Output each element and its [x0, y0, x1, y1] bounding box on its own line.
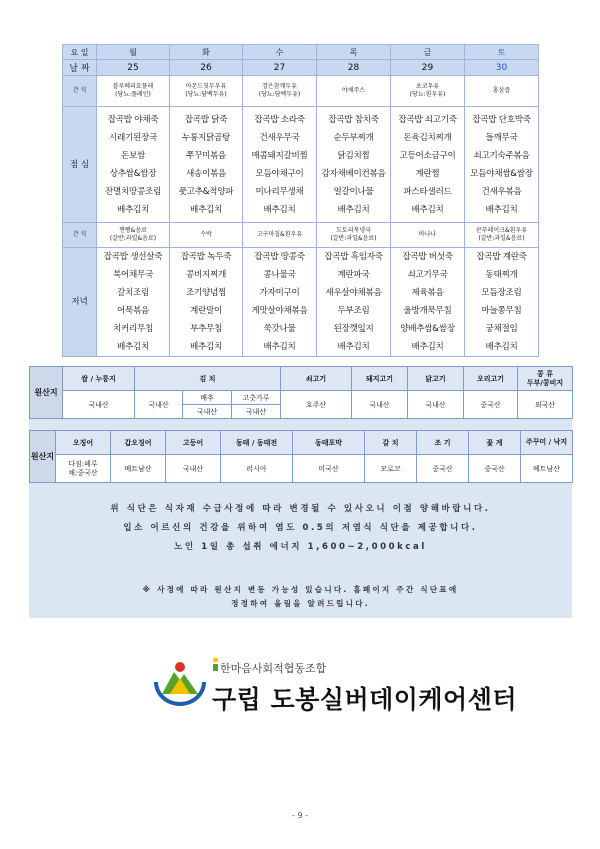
- menu-item: 궁채절임: [485, 324, 518, 334]
- day-cell: 월: [97, 45, 170, 60]
- menu-item: 야채주스: [341, 87, 366, 94]
- dinner-row: [63, 248, 539, 357]
- origin-header-cuttlefish: 갑오징어: [111, 431, 166, 455]
- origin-value-pork: 국내산: [352, 391, 408, 419]
- origin-header-chicken: 닭고기: [408, 367, 464, 391]
- origin-header-rice: 쌀 / 누룽지: [63, 367, 135, 391]
- menu-item: 동태찌개: [485, 270, 518, 280]
- origin-value-crab: 중국산: [469, 455, 521, 483]
- menu-item: 쇠고기무국: [407, 270, 448, 280]
- menu-item: 어묵볶음: [116, 306, 149, 316]
- menu-item: 풋고추&적양파: [178, 186, 234, 197]
- notice-line: 노인 1일 총 섭취 에너지 1,600~2,000kcal: [174, 542, 427, 552]
- origin-kimchi-chili-label: 고춧가루: [232, 391, 281, 405]
- menu-item: 잡곡밥 야채죽: [107, 114, 159, 125]
- menu-item: 계란찜: [415, 168, 440, 179]
- menu-cell: [243, 223, 317, 248]
- center-name: 구립 도봉실버데이케어센터: [212, 685, 518, 714]
- snack-label: 간 식: [63, 76, 97, 107]
- morning-snack-row: [63, 76, 539, 107]
- menu-item: 모듬야채구이: [255, 168, 304, 179]
- menu-item: 잡곡밥 소라죽: [254, 114, 305, 125]
- menu-item: 배추김치: [337, 204, 370, 215]
- origin-header-squid: 오징어: [56, 431, 111, 455]
- notice-line: 위 식단은 식자재 수급사정에 따라 변경될 수 있사오니 이점 양해바랍니다.: [110, 504, 491, 514]
- menu-item: 두부조림: [337, 306, 370, 316]
- squid-value-line1: 다짐:페루: [68, 459, 98, 468]
- menu-cell: [170, 76, 243, 107]
- day-cell: 화: [170, 45, 243, 60]
- menu-item: 미나리무생채: [255, 186, 304, 197]
- menu-item: 콩비지찌개: [185, 270, 226, 280]
- notice-line: ※ 사정에 따라 원산지 변동 가능성 있습니다. 홈페이지 주간 식단표에: [142, 585, 459, 594]
- menu-item: (갈반:과일&음료): [109, 235, 157, 242]
- menu-item: 배추김치: [411, 204, 444, 215]
- menu-item: 잡곡밥 녹두죽: [180, 252, 232, 262]
- menu-item: (당뇨:흰우유): [409, 91, 446, 98]
- menu-item: 수박: [200, 231, 212, 238]
- menu-item: 잡곡밥 참치죽: [328, 114, 379, 125]
- date-cell: 26: [170, 60, 243, 76]
- origin-header-croaker: 조 기: [417, 431, 469, 455]
- menu-cell: [97, 107, 170, 223]
- menu-item: 상추쌈&쌈장: [109, 168, 157, 179]
- org-name: 한마음사회적협동조합: [220, 662, 327, 675]
- menu-item: 검은참깨두유: [262, 83, 297, 90]
- dinner-label: 저녁: [63, 248, 97, 357]
- weekly-menu-table: [62, 44, 539, 357]
- date-cell: 28: [317, 60, 391, 76]
- menu-cell: [243, 248, 317, 357]
- origin-side-label: 원산지: [30, 367, 63, 419]
- menu-item: 배추김치: [116, 204, 149, 215]
- date-cell: 29: [391, 60, 465, 76]
- notice-line: 정정하여 올림을 알려드립니다.: [231, 599, 370, 608]
- menu-item: 모듬야채쌈&쌈장: [470, 168, 533, 179]
- menu-item: (당뇨:플레인): [115, 91, 151, 98]
- menu-item: 잡곡밥 생선살죽: [103, 252, 163, 262]
- menu-item: 잡곡밥 닭죽: [184, 114, 228, 125]
- logo-sun: [175, 662, 185, 672]
- menu-cell: [465, 248, 539, 357]
- menu-item: 잡곡밥 계란죽: [476, 252, 527, 262]
- menu-item: (당뇨:담백두유): [185, 91, 227, 98]
- menu-item: 건새우볶음: [481, 186, 522, 197]
- squid-value-line2: 채:중국산: [68, 468, 98, 477]
- menu-cell: [465, 107, 539, 223]
- origin-value-mackerel: 국내산: [166, 455, 221, 483]
- menu-item: 바나나: [418, 231, 437, 238]
- menu-item: 잡곡밥 흑임자죽: [324, 252, 383, 262]
- origin-header-hairtail: 갈 치: [365, 431, 417, 455]
- menu-item: 돈육김치찌개: [403, 132, 452, 143]
- menu-item: 블루베리요플레: [112, 83, 154, 90]
- origin-value-kimchi: 국내산: [135, 391, 183, 419]
- notice-line: 입소 어르신의 건강을 위하여 염도 0.5의 저염식 식단을 제공합니다.: [123, 523, 478, 533]
- menu-item: 양배추쌈&쌈장: [400, 324, 455, 334]
- menu-item: 파스타샐러드: [403, 186, 452, 197]
- menu-cell: [170, 107, 243, 223]
- menu-item: 울방개묵무침: [403, 306, 452, 316]
- origin-header-beans: [518, 367, 573, 391]
- menu-item: 고구마칩&흰우유: [256, 231, 303, 238]
- menu-item: 도토리묵냉국: [336, 227, 371, 234]
- menu-cell: [317, 76, 391, 107]
- origin-value-hairtail: 모로코: [365, 455, 417, 483]
- menu-item: 갈치조림: [116, 288, 149, 298]
- origin-header-pollack-fillet: 동태포막: [293, 431, 365, 455]
- beans-header-line2: 두부/콩비지: [526, 378, 564, 387]
- menu-item: 쭈꾸미볶음: [185, 150, 226, 161]
- menu-item: 얼갈이나물: [333, 186, 374, 197]
- menu-item: 새송이볶음: [185, 168, 226, 179]
- menu-item: 계란파국: [337, 270, 370, 280]
- menu-item: 부추무침: [189, 324, 222, 334]
- day-cell: 목: [317, 45, 391, 60]
- origin-value-pollack-fillet: 미국산: [293, 455, 365, 483]
- origin-value-beans: 외국산: [518, 391, 573, 419]
- menu-cell: [170, 248, 243, 357]
- origin-value-rice: 국내산: [63, 391, 135, 419]
- date-row: [63, 60, 539, 76]
- menu-cell: [97, 248, 170, 357]
- menu-item: 배추김치: [411, 342, 444, 352]
- day-cell: 금: [391, 45, 465, 60]
- day-cell: 수: [243, 45, 317, 60]
- menu-item: 게맛살야채볶음: [251, 306, 308, 316]
- origin-header-kimchi: 김 치: [135, 367, 281, 391]
- menu-item: 배추김치: [263, 342, 296, 352]
- origin-value-cuttlefish: 베트남산: [111, 455, 166, 483]
- origin-kimchi-cabbage-value: 국내산: [183, 405, 232, 419]
- menu-cell: [317, 107, 391, 223]
- beans-header-line1: 콩 류: [537, 369, 553, 378]
- menu-item: 잡곡밥 쇠고기죽: [398, 114, 457, 125]
- day-label: 요 일: [63, 45, 97, 60]
- menu-item: 배추김치: [337, 342, 370, 352]
- origin-table-2: [29, 430, 573, 483]
- menu-item: (갈반:과일&음료): [478, 235, 525, 242]
- menu-item: 콩나물국: [263, 270, 296, 280]
- menu-item: 감자채베이컨볶음: [321, 168, 386, 179]
- origin-kimchi-chili-value: 국내산: [232, 405, 281, 419]
- menu-cell: [243, 107, 317, 223]
- origin-side-label: 원산지: [30, 431, 56, 483]
- menu-item: 누룽지닭곰탕: [181, 132, 230, 143]
- origin-value-duck: 중국산: [464, 391, 518, 419]
- menu-item: 북어채무국: [112, 270, 153, 280]
- origin-value-octopus: 베트남산: [521, 455, 573, 483]
- menu-cell: [465, 223, 539, 248]
- menu-item: 쑥갓나물: [263, 324, 296, 334]
- menu-item: 치커리무침: [112, 324, 153, 334]
- menu-item: 건새우무국: [259, 132, 300, 143]
- menu-item: 순두부찌개: [333, 132, 374, 143]
- origin-header-pork: 돼지고기: [352, 367, 408, 391]
- lunch-label: 점 심: [63, 107, 97, 223]
- menu-item: 홍삼즙: [492, 87, 511, 94]
- date-label: 날 짜: [63, 60, 97, 76]
- menu-item: 잡곡밥 버섯죽: [402, 252, 453, 262]
- menu-item: 배추김치: [116, 342, 149, 352]
- origin-table-1: [29, 366, 573, 419]
- menu-cell: [317, 223, 391, 248]
- menu-item: 된장깻잎지: [333, 324, 374, 334]
- date-cell: 25: [97, 60, 170, 76]
- origin-value-beef: 호주산: [281, 391, 352, 419]
- menu-item: 가자미구이: [259, 288, 300, 298]
- menu-item: 마늘쫑무침: [481, 306, 522, 316]
- origin-value-croaker: 중국산: [417, 455, 469, 483]
- date-cell: 30: [465, 60, 539, 76]
- origin-header-crab: 꽃 게: [469, 431, 521, 455]
- menu-item: 배추김치: [189, 204, 222, 215]
- menu-item: 배추김치: [189, 342, 222, 352]
- menu-item: 잡곡밥 단호박죽: [472, 114, 531, 125]
- menu-cell: [243, 76, 317, 107]
- center-logo-icon: [150, 654, 210, 706]
- menu-cell: [391, 223, 465, 248]
- date-cell: 27: [243, 60, 317, 76]
- origin-header-pollack: 동태 / 동태전: [221, 431, 293, 455]
- menu-item: 계란말이: [189, 306, 222, 316]
- menu-item: 돈보쌈: [120, 150, 145, 161]
- menu-item: 새우살야채볶음: [325, 288, 382, 298]
- menu-item: (당뇨:담백두유): [258, 91, 301, 98]
- origin-kimchi-cabbage-label: 배추: [183, 391, 232, 405]
- origin-value-squid: [56, 455, 111, 483]
- menu-item: 들깨무국: [485, 132, 518, 143]
- origin-header-beef: 쇠고기: [281, 367, 352, 391]
- page-number: - 9 -: [292, 811, 308, 820]
- menu-cell: [170, 223, 243, 248]
- origin-value-pollack: 러시아: [221, 455, 293, 483]
- menu-cell: [391, 107, 465, 223]
- menu-item: 잔멸치땅콩조림: [104, 186, 161, 197]
- menu-item: (갈반:과일&음료): [330, 235, 377, 242]
- day-cell: 토: [465, 45, 539, 60]
- menu-item: 찐빵&음료: [119, 227, 147, 234]
- menu-item: 쇠고기숙주볶음: [473, 150, 530, 161]
- menu-cell: [391, 76, 465, 107]
- day-row: [63, 45, 539, 60]
- menu-cell: [97, 223, 170, 248]
- menu-item: 매콤돼지갈비찜: [251, 150, 308, 161]
- menu-item: 닭김치찜: [337, 150, 370, 161]
- menu-item: 잡곡밥 땅콩죽: [254, 252, 305, 262]
- afternoon-snack-row: [63, 223, 539, 248]
- menu-cell: [465, 76, 539, 107]
- menu-item: 아몬드칫두우유: [185, 83, 227, 90]
- origin-value-chicken: 국내산: [408, 391, 464, 419]
- menu-cell: [317, 248, 391, 357]
- menu-item: 고등어소금구이: [399, 150, 456, 161]
- origin-header-mackerel: 고등어: [166, 431, 221, 455]
- origin-header-duck: 오리고기: [464, 367, 518, 391]
- menu-item: 제육볶음: [411, 288, 444, 298]
- menu-item: 시래기된장국: [108, 132, 157, 143]
- origin-header-octopus: 주꾸미 / 낙지: [521, 431, 573, 455]
- menu-item: 콘푸레이크&흰우유: [475, 227, 528, 234]
- menu-item: 모듬장조림: [481, 288, 522, 298]
- org-mark-icon: [212, 657, 219, 672]
- menu-cell: [97, 76, 170, 107]
- menu-cell: [391, 248, 465, 357]
- lunch-row: [63, 107, 539, 223]
- menu-item: 배추김치: [485, 204, 518, 215]
- menu-item: 초코우유: [415, 83, 440, 90]
- snack-label: 간 식: [63, 223, 97, 248]
- menu-item: 조기양념찜: [185, 288, 226, 298]
- menu-item: 배추김치: [263, 204, 296, 215]
- menu-item: 배추김치: [485, 342, 518, 352]
